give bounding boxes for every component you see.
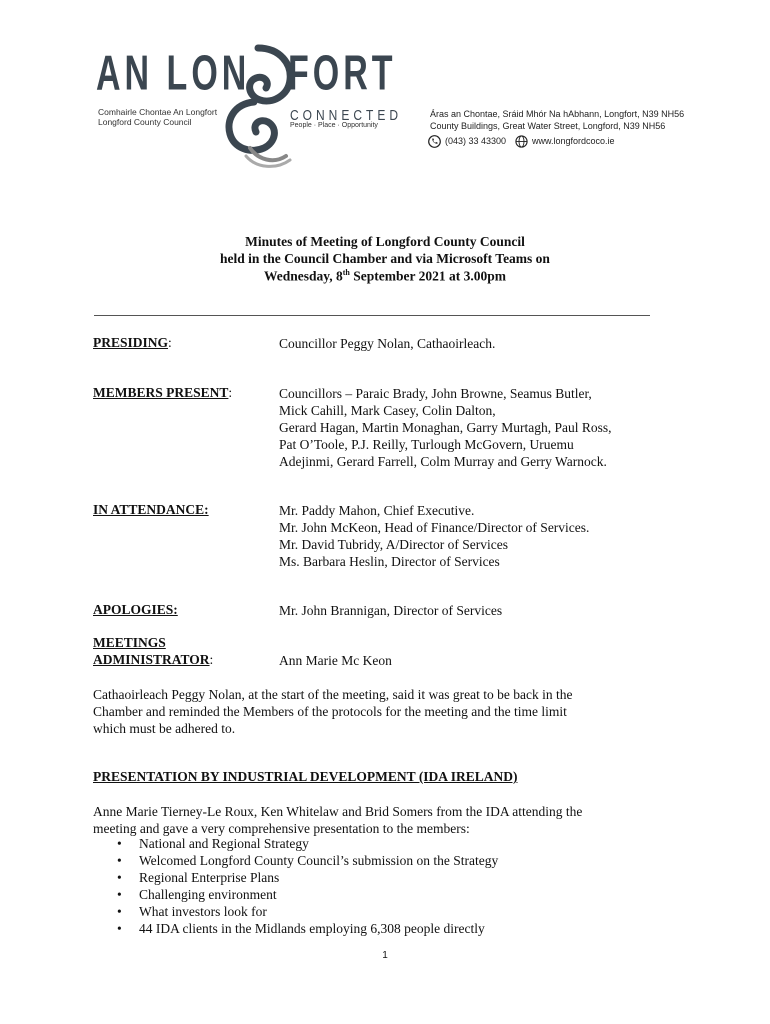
opening-paragraph-line: which must be adhered to. [93, 721, 236, 736]
phone-icon [428, 135, 441, 148]
bullet-item: • Challenging environment [93, 886, 498, 903]
presentation-intro-line: meeting and gave a very comprehensive presentation to the members: [93, 821, 470, 836]
attendance-label: IN ATTENDANCE: [93, 502, 209, 517]
presiding-label-suffix: : [168, 335, 172, 350]
presiding-value: Councillor Peggy Nolan, Cathaoirleach. [279, 336, 496, 351]
council-name-irish: Comhairle Chontae An Longfort [98, 107, 218, 117]
members-list [279, 385, 612, 470]
members-line: Pat O’Toole, P.J. Reilly, Turlough McGovern, Uruemu [279, 437, 574, 452]
phone-number: (043) 33 43300 [445, 136, 507, 146]
attendance-list [279, 502, 589, 570]
administrator-label-line1: MEETINGS [93, 635, 166, 650]
opening-paragraph [93, 686, 572, 737]
members-line: Councillors – Paraic Brady, John Browne, Seamus Butler, [279, 386, 592, 401]
opening-paragraph-line: Cathaoirleach Peggy Nolan, at the start of the meeting, said it was great to be back in the [93, 687, 573, 702]
title-date-pre: Wednesday, 8 [263, 268, 343, 284]
attendance-line: Mr. David Tubridy, A/Director of Services [279, 537, 508, 552]
website-link[interactable]: www.longfordcoco.ie [532, 136, 615, 146]
bullet-item: • Regional Enterprise Plans [93, 869, 498, 886]
administrator-label-suffix: : [209, 652, 214, 667]
bullet-item: • Welcomed Longford County Council’s submission on the Strategy [93, 852, 498, 869]
opening-paragraph-line: Chamber and reminded the Members of the protocols for the meeting and the time limit [93, 704, 567, 719]
council-name-english: Longford County Council [98, 117, 192, 127]
attendance-line: Ms. Barbara Heslin, Director of Services [279, 554, 500, 569]
letterhead [92, 40, 685, 180]
presentation-bullet-list [93, 835, 498, 937]
title-line-3 [0, 268, 770, 285]
brand-name-left: AN LON [96, 46, 251, 102]
globe-icon [515, 135, 528, 148]
apologies-value: Mr. John Brannigan, Director of Services [279, 603, 503, 618]
presiding-label [93, 335, 172, 351]
address-english: County Buildings, Great Water Street, Longford, N39 NH56 [430, 121, 666, 131]
members-line: Mick Cahill, Mark Casey, Colin Dalton, [279, 403, 496, 418]
administrator-label-text: ADMINISTRATOR [93, 652, 210, 667]
presentation-intro [93, 803, 582, 837]
attendance-line: Mr. Paddy Mahon, Chief Executive. [279, 503, 475, 518]
title-line-2: held in the Council Chamber and via Microsoft Teams on [220, 251, 550, 266]
title-line-1: Minutes of Meeting of Longford County Council [245, 234, 525, 249]
members-line: Gerard Hagan, Martin Monaghan, Garry Murtagh, Paul Ross, [279, 420, 612, 435]
members-label [93, 385, 232, 401]
page-number: 1 [382, 950, 388, 961]
presentation-intro-line: Anne Marie Tierney-Le Roux, Ken Whitelaw and Brid Somers from the IDA attending the [93, 804, 583, 819]
address-irish: Áras an Chontae, Sráid Mhór Na hAbhann, Longfort, N39 NH56 [430, 109, 685, 119]
title-date-sup: th [342, 268, 350, 277]
title-date-post: September 2021 at 3.00pm [349, 268, 507, 284]
connected-text: CONNECTED [290, 107, 403, 124]
bullet-item: • National and Regional Strategy [93, 835, 498, 852]
brand-name-right: FORT [288, 46, 397, 102]
tagline: People · Place · Opportunity [290, 122, 378, 129]
bullet-item: • What investors look for [93, 903, 498, 920]
members-line: Adejinmi, Gerard Farrell, Colm Murray and Gerry Warnock. [279, 454, 607, 469]
attendance-line: Mr. John McKeon, Head of Finance/Director of Services. [279, 520, 590, 535]
logo-spiral-icon [220, 44, 296, 168]
presiding-label-text: PRESIDING [93, 335, 169, 350]
members-label-suffix: : [228, 385, 233, 400]
bullet-item: • 44 IDA clients in the Midlands employing 6,308 people directly [93, 920, 498, 937]
administrator-value: Ann Marie Mc Keon [279, 653, 392, 668]
title-divider [94, 315, 650, 316]
section-heading-presentation: PRESENTATION BY INDUSTRIAL DEVELOPMENT (IDA IRELAND) [93, 769, 518, 784]
members-label-text: MEMBERS PRESENT [93, 385, 229, 400]
administrator-label-line2 [93, 652, 213, 668]
apologies-label: APOLOGIES: [93, 602, 178, 617]
